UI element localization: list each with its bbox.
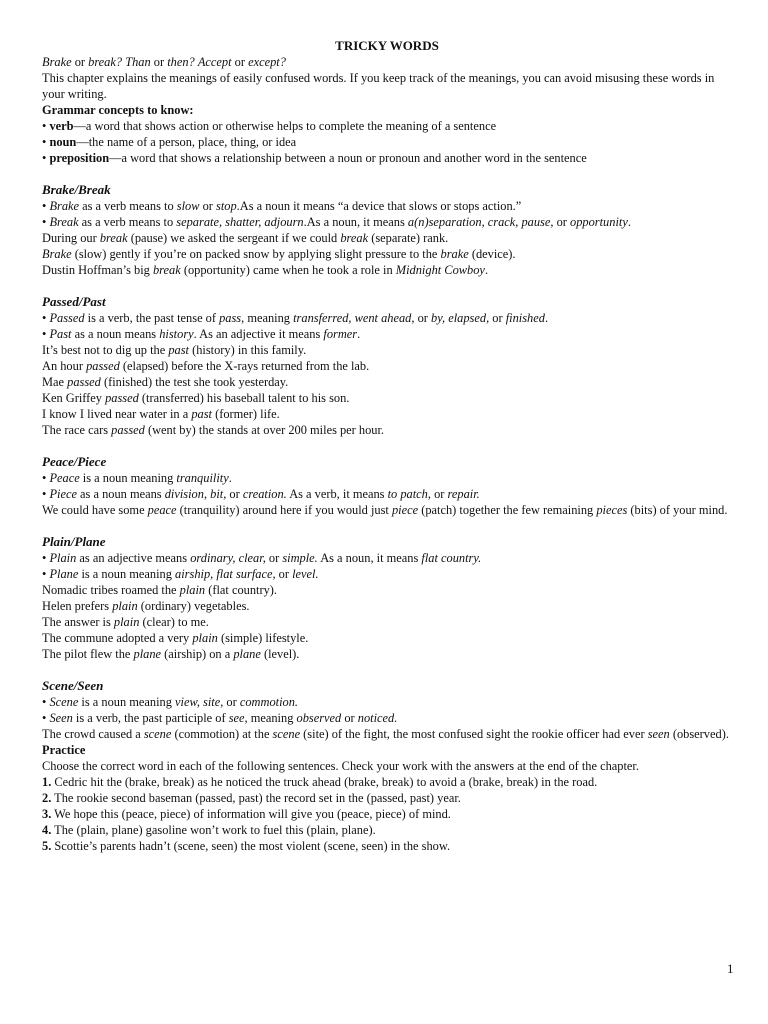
section-line: [42, 326, 732, 342]
text-run: as a verb means to: [79, 199, 177, 213]
italic-term: scene: [272, 727, 301, 741]
text-run: (airship) on a: [161, 647, 234, 661]
italic-term: plain: [113, 615, 140, 629]
text-run: Dustin Hoffman’s big: [42, 263, 153, 277]
section-line: [42, 374, 732, 390]
text-run: (bits) of your mind.: [627, 503, 728, 517]
italic-term: by, elapsed,: [431, 311, 490, 325]
italic-term: repair.: [447, 487, 480, 501]
text-run: As a noun, it means: [317, 551, 422, 565]
practice-item: [42, 790, 732, 806]
text-run: Mae: [42, 375, 68, 389]
italic-term: then?: [167, 55, 195, 69]
practice-item-number: 3.: [42, 807, 52, 821]
intro-paragraph: This chapter explains the meanings of easily confused words. If you keep track of the meanings, you can avoid misusing these words in your writing.: [42, 71, 715, 101]
practice-item-text: We hope this (peace, piece) of information will give you (peace, piece) of mind.: [51, 807, 451, 821]
section-line: [42, 550, 732, 566]
italic-term: transferred, went ahead,: [293, 311, 415, 325]
grammar-item-preposition: [42, 150, 732, 166]
italic-term: noticed.: [357, 711, 398, 725]
section-heading-scene-seen: Scene/Seen: [42, 678, 104, 693]
practice-item-text: Scottie’s parents hadn’t (scene, seen) the most violent (scene, seen) in the show.: [51, 839, 451, 853]
text-run: (elapsed) before the X-rays returned from the lab.: [119, 359, 370, 373]
section-heading-plain-plane: Plain/Plane: [42, 534, 106, 549]
bold-term: noun: [49, 135, 77, 149]
section-line: [42, 358, 732, 374]
text-run: is a verb, the past participle of: [72, 711, 229, 725]
italic-term: past: [168, 343, 189, 357]
grammar-heading: Grammar concepts to know:: [42, 103, 194, 117]
italic-term: to patch,: [387, 487, 431, 501]
practice-item-text: Cedric hit the (brake, break) as he noticed the truck ahead (brake, break) to avoid a (brake, break) in the road.: [51, 775, 598, 789]
text-run: or: [275, 567, 293, 581]
text-run: (simple) lifestyle.: [217, 631, 309, 645]
italic-term: stop: [216, 199, 237, 213]
text-run: or: [341, 711, 358, 725]
practice-heading: Practice: [42, 743, 86, 757]
section-line: [42, 598, 732, 614]
subtitle: [42, 54, 732, 70]
italic-term: break: [340, 231, 369, 245]
text-run: The answer is: [42, 615, 114, 629]
italic-term: simple.: [282, 551, 318, 565]
document-page: [42, 38, 732, 854]
italic-term: Brake: [49, 199, 80, 213]
text-run: as a noun means: [76, 487, 165, 501]
text-run: is a noun meaning: [78, 695, 176, 709]
italic-term: creation.: [242, 487, 287, 501]
text-run: Ken Griffey: [42, 391, 106, 405]
italic-term: Past: [49, 327, 72, 341]
practice-item: [42, 806, 732, 822]
italic-term: Midnight Cowboy: [395, 263, 485, 277]
grammar-item-verb: [42, 118, 732, 134]
italic-term: tranquility: [176, 471, 229, 485]
section-line: [42, 582, 732, 598]
text-run: The race cars: [42, 423, 112, 437]
italic-term: except?: [248, 55, 286, 69]
italic-term: view, site,: [175, 695, 224, 709]
italic-term: pass,: [219, 311, 245, 325]
section-line: [42, 486, 732, 502]
text-run: (tranquility) around here if you would just: [176, 503, 392, 517]
text-run: •: [42, 151, 50, 165]
italic-term: pieces: [596, 503, 628, 517]
text-run: (former) life.: [211, 407, 280, 421]
italic-term: peace: [147, 503, 177, 517]
text-run: As a verb, it means: [286, 487, 388, 501]
text-run: or: [199, 199, 217, 213]
text-run: •: [42, 471, 50, 485]
text-run: (site) of the fight, the most confused sight the rookie officer had ever: [300, 727, 648, 741]
section-line: [42, 406, 732, 422]
text-run: The pilot flew the: [42, 647, 134, 661]
practice-item: [42, 838, 732, 854]
text-run: or: [223, 695, 240, 709]
text-run: (level).: [260, 647, 300, 661]
text-run: •: [42, 711, 50, 725]
text-run: (separate) rank.: [368, 231, 449, 245]
text-run: I know I lived near water in a: [42, 407, 192, 421]
text-run: or: [489, 311, 506, 325]
italic-term: flat country.: [421, 551, 482, 565]
italic-term: Plane: [49, 567, 79, 581]
italic-term: observed: [296, 711, 342, 725]
italic-term: opportunity: [570, 215, 628, 229]
grammar-item-noun: [42, 134, 732, 150]
italic-term: brake: [440, 247, 469, 261]
text-run: is a noun meaning: [79, 471, 177, 485]
italic-term: plain: [192, 631, 218, 645]
text-run: or: [150, 55, 168, 69]
text-run: meaning: [247, 711, 297, 725]
italic-term: Passed: [49, 311, 85, 325]
text-run: •: [42, 327, 50, 341]
text-run: .: [544, 311, 549, 325]
text-run: (observed).: [669, 727, 729, 741]
text-run: •: [42, 119, 50, 133]
section-line: [42, 630, 732, 646]
italic-term: Scene: [49, 695, 79, 709]
section-line: [42, 614, 732, 630]
italic-term: commotion.: [239, 695, 299, 709]
italic-term: passed: [86, 359, 120, 373]
text-run: .: [357, 327, 361, 341]
italic-term: Peace: [49, 471, 80, 485]
text-run: •: [42, 215, 50, 229]
practice-item-number: 2.: [42, 791, 52, 805]
italic-term: slow: [176, 199, 200, 213]
text-run: as an adjective means: [76, 551, 191, 565]
italic-term: finished: [505, 311, 545, 325]
italic-term: break: [152, 263, 181, 277]
text-run: •: [42, 199, 50, 213]
practice-item: [42, 822, 732, 838]
text-run: •: [42, 135, 50, 149]
text-run: .: [484, 263, 489, 277]
practice-item-number: 5.: [42, 839, 52, 853]
text-run: .As a noun, it means: [303, 215, 408, 229]
text-run: (pause) we asked the sergeant if we could: [127, 231, 341, 245]
italic-term: ordinary, clear,: [190, 551, 266, 565]
section-line: [42, 246, 732, 262]
italic-term: plain: [112, 599, 138, 613]
italic-term: piece: [391, 503, 419, 517]
text-run: or: [414, 311, 432, 325]
text-run: or: [430, 487, 448, 501]
text-run: or: [71, 55, 89, 69]
text-run: (went by) the stands at over 200 miles per hour.: [144, 423, 385, 437]
section-line: [42, 230, 732, 246]
text-run: •: [42, 567, 50, 581]
text-run: (flat country).: [205, 583, 278, 597]
text-run: is a noun meaning: [78, 567, 176, 581]
text-run: —the name of a person, place, thing, or idea: [76, 135, 297, 149]
page-title: TRICKY WORDS: [335, 38, 439, 53]
italic-term: history: [159, 327, 194, 341]
practice-item: [42, 774, 732, 790]
text-run: (clear) to me.: [139, 615, 209, 629]
text-run: An hour: [42, 359, 87, 373]
italic-term: Accept: [197, 55, 232, 69]
italic-term: past: [191, 407, 212, 421]
text-run: (ordinary) vegetables.: [137, 599, 250, 613]
text-run: During our: [42, 231, 100, 245]
text-run: (commotion) at the: [171, 727, 273, 741]
section-line: [42, 310, 732, 326]
text-run: as a verb means to: [78, 215, 177, 229]
text-run: (slow) gently if you’re on packed snow by applying slight pressure to the: [71, 247, 441, 261]
italic-term: passed: [111, 423, 145, 437]
italic-term: Break: [49, 215, 79, 229]
text-run: The crowd caused a: [42, 727, 144, 741]
italic-term: separate, shatter, adjourn: [176, 215, 304, 229]
italic-term: Brake: [42, 247, 72, 261]
section-line: [42, 694, 732, 710]
section-heading-peace-piece: Peace/Piece: [42, 454, 107, 469]
text-run: or: [265, 551, 283, 565]
italic-term: a(n)separation, crack, pause,: [407, 215, 554, 229]
italic-term: passed: [67, 375, 101, 389]
text-run: (history) in this family.: [188, 343, 307, 357]
page-number: 1: [727, 961, 734, 976]
italic-term: division, bit,: [164, 487, 227, 501]
text-run: (device).: [468, 247, 516, 261]
text-run: .: [627, 215, 631, 229]
italic-term: plane: [233, 647, 261, 661]
text-run: It’s best not to dig up the: [42, 343, 169, 357]
section-line: [42, 646, 732, 662]
italic-term: break?: [88, 55, 123, 69]
section-line: [42, 262, 732, 278]
italic-term: passed: [105, 391, 139, 405]
italic-term: seen: [647, 727, 670, 741]
practice-item-number: 4.: [42, 823, 52, 837]
italic-term: Brake: [42, 55, 72, 69]
italic-term: scene: [143, 727, 172, 741]
text-run: •: [42, 695, 50, 709]
section-line: [42, 710, 732, 726]
text-run: is a verb, the past tense of: [84, 311, 220, 325]
practice-instructions: Choose the correct word in each of the following sentences. Check your work with the answers at the end of the chapter.: [42, 759, 639, 773]
text-run: •: [42, 311, 50, 325]
italic-term: former: [323, 327, 358, 341]
text-run: (transferred) his baseball talent to his son.: [138, 391, 350, 405]
italic-term: Plain: [49, 551, 77, 565]
bold-term: verb: [49, 119, 74, 133]
section-heading-passed-past: Passed/Past: [42, 294, 106, 309]
section-line: [42, 726, 732, 742]
section-line: [42, 422, 732, 438]
practice-item-text: The (plain, plane) gasoline won’t work to fuel this (plain, plane).: [51, 823, 376, 837]
italic-term: Seen: [49, 711, 73, 725]
italic-term: break: [99, 231, 128, 245]
italic-term: Than: [125, 55, 151, 69]
practice-item-number: 1.: [42, 775, 52, 789]
text-run: or: [231, 55, 249, 69]
text-run: (finished) the test she took yesterday.: [100, 375, 289, 389]
italic-term: plain: [179, 583, 206, 597]
section-line: [42, 214, 732, 230]
section-line: [42, 342, 732, 358]
text-run: .As a noun it means “a device that slows or stops action.”: [236, 199, 522, 213]
section-line: [42, 502, 732, 518]
text-run: Helen prefers: [42, 599, 113, 613]
text-run: •: [42, 551, 50, 565]
practice-item-text: The rookie second baseman (passed, past) the record set in the (passed, past) year.: [51, 791, 461, 805]
section-line: [42, 566, 732, 582]
text-run: or: [226, 487, 243, 501]
text-run: (patch) together the few remaining: [418, 503, 597, 517]
italic-term: plane: [133, 647, 162, 661]
grammar-list: [42, 118, 732, 166]
text-run: We could have some: [42, 503, 148, 517]
italic-term: airship, flat surface,: [175, 567, 276, 581]
section-line: [42, 198, 732, 214]
section-line: [42, 470, 732, 486]
section-line: [42, 390, 732, 406]
text-run: —a word that shows action or otherwise helps to complete the meaning of a sentence: [73, 119, 497, 133]
text-run: as a noun means: [71, 327, 160, 341]
italic-term: level.: [292, 567, 319, 581]
text-run: The commune adopted a very: [42, 631, 193, 645]
text-run: (opportunity) came when he took a role in: [180, 263, 396, 277]
italic-term: see,: [228, 711, 248, 725]
italic-term: Piece: [49, 487, 77, 501]
text-run: Nomadic tribes roamed the: [42, 583, 180, 597]
text-run: meaning: [244, 311, 294, 325]
text-run: . As an adjective it means: [193, 327, 324, 341]
text-run: •: [42, 487, 50, 501]
text-run: —a word that shows a relationship between a noun or pronoun and another word in the sentence: [109, 151, 587, 165]
text-run: or: [553, 215, 571, 229]
bold-term: preposition: [49, 151, 110, 165]
section-heading-brake-break: Brake/Break: [42, 182, 111, 197]
text-run: .: [228, 471, 232, 485]
